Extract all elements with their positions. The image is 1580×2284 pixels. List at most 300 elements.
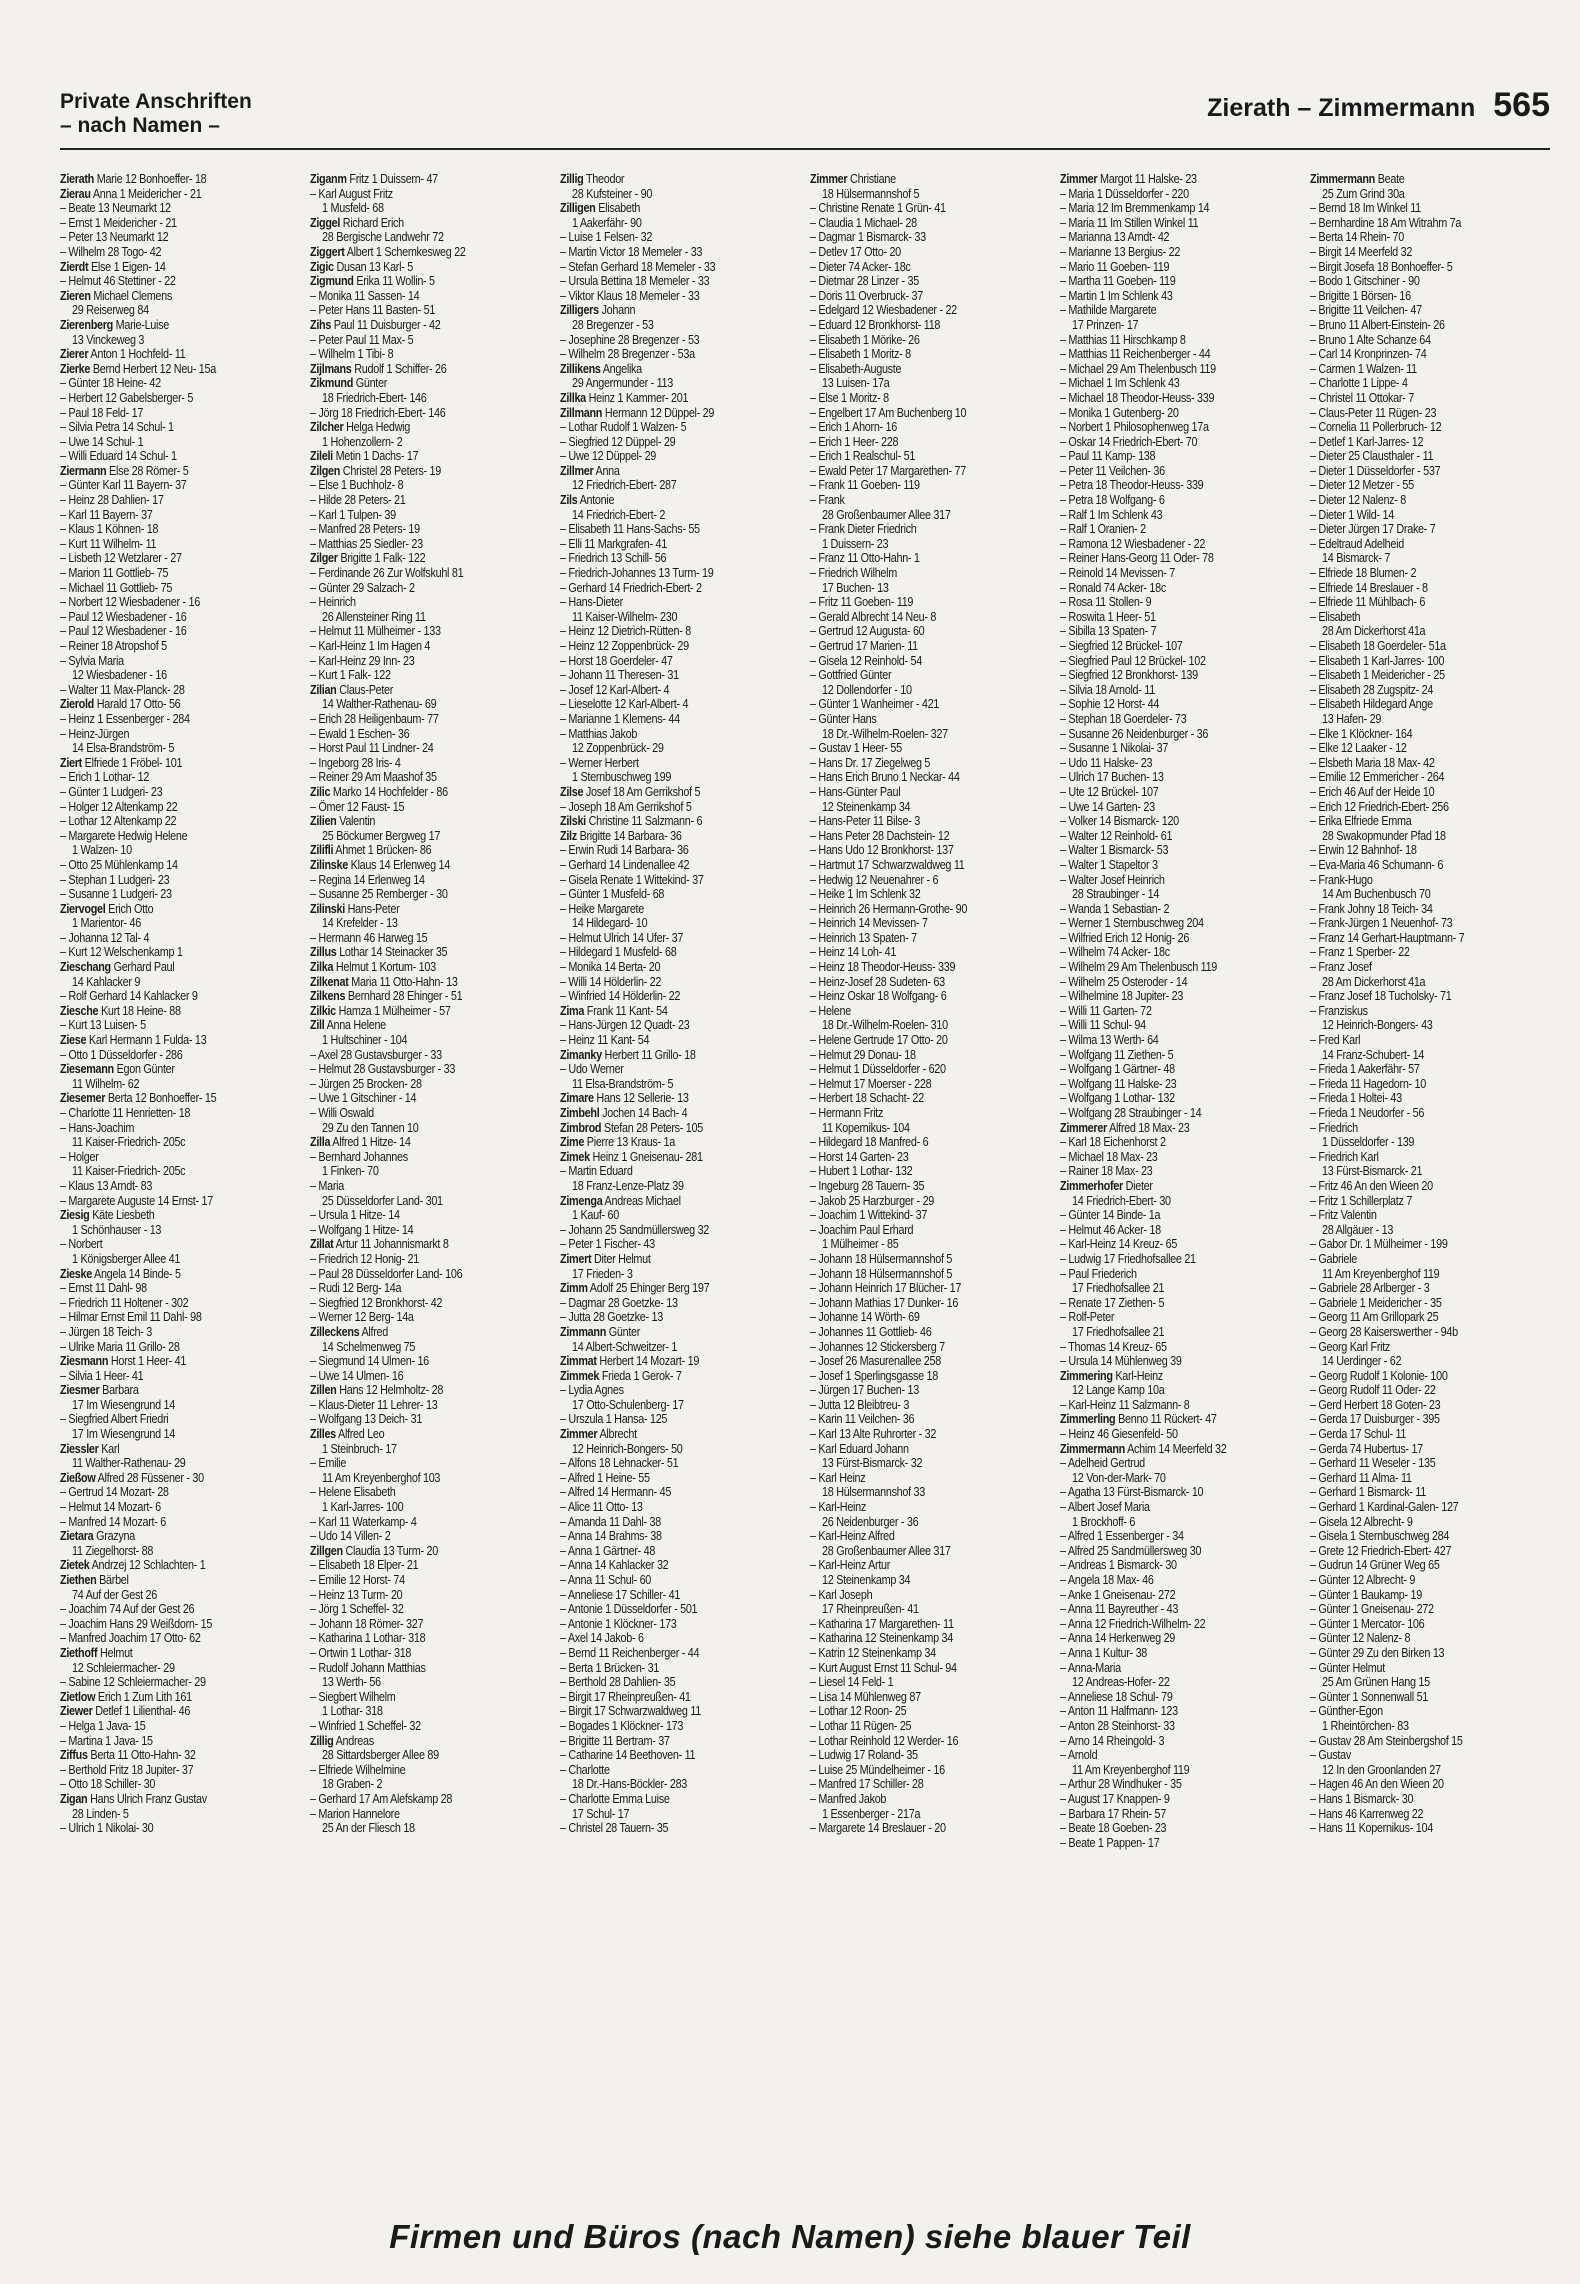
entry-text: – Fred Karl (1310, 1033, 1361, 1048)
directory-entry (560, 916, 800, 931)
entry-text: – Bernd 18 Im Winkel 11 (1310, 201, 1421, 216)
entry-text: Margot 11 Halske- 23 (1100, 172, 1197, 186)
directory-entry (310, 814, 549, 829)
entry-text: 12 Zoppenbrück- 29 (572, 741, 664, 756)
directory-entry (1310, 1223, 1550, 1238)
directory-entry (1060, 464, 1299, 479)
entry-text: – Friedrich-Johannes 13 Turm- 19 (560, 566, 714, 581)
surname: Zilien (310, 814, 337, 829)
entry-text: – Grete 12 Friedrich-Ebert- 427 (1310, 1543, 1452, 1558)
entry-text: – Horst 18 Goerdeler- 47 (560, 653, 673, 668)
entry-text: – Otto 18 Schiller- 30 (60, 1777, 156, 1792)
entry-text: – Frank 11 Goeben- 119 (810, 478, 920, 493)
directory-entry (810, 522, 1049, 537)
entry-text: 1 Walzen- 10 (72, 843, 132, 858)
directory-entry (310, 712, 549, 727)
entry-text: 1 Essenberger - 217a (822, 1806, 921, 1821)
name-range: Zierath – Zimmermann (1207, 94, 1476, 122)
directory-entry (310, 508, 549, 523)
entry-text: – Erich 1 Heer- 228 (810, 434, 899, 449)
entry-text: – Catharine 14 Beethoven- 11 (560, 1748, 696, 1763)
directory-entry (1060, 1675, 1300, 1690)
directory-entry (810, 1383, 1049, 1398)
directory-entry (60, 1340, 299, 1355)
directory-entry (60, 610, 299, 625)
entry-text: – Maria 1 Düsseldorfer - 220 (1060, 186, 1189, 201)
directory-entry (560, 960, 799, 975)
entry-text: – Paul 18 Feld- 17 (60, 405, 144, 420)
directory-entry (60, 1675, 299, 1690)
entry-text: – Elisabeth 28 Zugspitz- 24 (1310, 682, 1434, 697)
surname: Zilcher (310, 420, 344, 435)
entry-text: – Arno 14 Rheingold- 3 (1060, 1733, 1165, 1748)
entry-text: – Peter Paul 11 Max- 5 (310, 332, 414, 347)
directory-entry (810, 770, 1049, 785)
directory-entry (810, 624, 1049, 639)
entry-text: – Helga 1 Java- 15 (60, 1718, 146, 1733)
directory-entry (810, 1734, 1049, 1749)
entry-text: – Franz Josef (1310, 960, 1372, 975)
surname: Zime (560, 1135, 585, 1150)
entry-text: 11 Walther-Rathenau- 29 (72, 1456, 186, 1471)
entry-text: – Horst Paul 11 Lindner- 24 (310, 741, 434, 756)
entry-text: 12 In den Groonlanden 27 (1322, 1762, 1441, 1777)
entry-text: – Heinz 13 Turm- 20 (310, 1587, 403, 1602)
entry-text: – Bernhard Johannes (310, 1149, 408, 1164)
directory-entry (310, 697, 550, 712)
entry-text: – Otto 1 Düsseldorfer - 286 (60, 1047, 183, 1062)
directory-entry (1060, 1383, 1300, 1398)
directory-entry (1060, 1018, 1299, 1033)
entry-text: – Frieda 11 Hagedorn- 10 (1310, 1076, 1427, 1091)
directory-entry (310, 639, 549, 654)
entry-text: – Karl-Heinz 11 Salzmann- 8 (1060, 1397, 1190, 1412)
directory-entry (1310, 1237, 1549, 1252)
entry-text: Dieter (1125, 1178, 1153, 1193)
entry-text: – Karl 18 Eichenhorst 2 (1060, 1135, 1166, 1150)
directory-entry (310, 1471, 550, 1486)
entry-text: – Udo Werner (560, 1062, 624, 1077)
entry-text: – Fritz Valentin (1310, 1208, 1377, 1223)
directory-entry (1310, 1296, 1549, 1311)
directory-entry (1310, 639, 1549, 654)
directory-entry (60, 1018, 299, 1033)
entry-text: – Ramona 12 Wiesbadener - 22 (1060, 536, 1206, 551)
entry-text: – Gerhard 14 Lindenallee 42 (560, 857, 690, 872)
directory-entry (310, 1310, 549, 1325)
directory-entry (810, 1719, 1049, 1734)
entry-text: – Alfred 1 Essenberger - 34 (1060, 1529, 1184, 1544)
entry-text: – August 17 Knappen- 9 (1060, 1791, 1170, 1806)
directory-entry (60, 537, 299, 552)
entry-text: – Mathilde Margarete (1060, 303, 1157, 318)
entry-text: – Elfriede 14 Breslauer - 8 (1310, 580, 1428, 595)
entry-text: Pierre 13 Kraus- 1a (586, 1135, 675, 1150)
entry-text: – Elisabeth 1 Mörike- 26 (810, 332, 920, 347)
entry-text: – Rolf-Peter (1060, 1310, 1115, 1325)
entry-text: – Stephan 1 Ludgeri- 23 (60, 872, 170, 887)
entry-text: – Axel 14 Jakob- 6 (560, 1631, 644, 1646)
entry-text: Käte Liesbeth (92, 1208, 155, 1223)
directory-entry (1310, 1077, 1549, 1092)
directory-entry (810, 1675, 1049, 1690)
entry-text: – Gisela Renate 1 Wittekind- 37 (560, 872, 704, 887)
entry-text: – Wilhelm 74 Acker- 18c (1060, 945, 1170, 960)
directory-entry (560, 712, 799, 727)
entry-text: 28 Linden- 5 (72, 1806, 129, 1821)
directory-entry (1310, 1704, 1549, 1719)
directory-entry (60, 902, 299, 917)
surname: Zigic (310, 259, 334, 274)
entry-text: – Michael 18 Max- 23 (1060, 1149, 1158, 1164)
entry-text: – Helene Gertrude 17 Otto- 20 (810, 1033, 948, 1048)
entry-text: – Wilhelm 25 Osteroder - 14 (1060, 974, 1188, 989)
directory-entry (1060, 770, 1299, 785)
directory-entry (560, 989, 799, 1004)
entry-text: – Erich 28 Heiligenbaum- 77 (310, 711, 439, 726)
directory-entry (1060, 1106, 1299, 1121)
entry-text: Günter (355, 376, 388, 391)
directory-entry (60, 274, 299, 289)
entry-text: – Elke 1 Klöckner- 164 (1310, 726, 1413, 741)
entry-text: – Winfried 14 Hölderlin- 22 (560, 989, 681, 1004)
directory-entry (1060, 697, 1299, 712)
entry-text: – Heinz 14 Loh- 41 (810, 945, 897, 960)
entry-text: – Peter 11 Veilchen- 36 (1060, 463, 1165, 478)
entry-text: – Bogades 1 Klöckner- 173 (560, 1718, 684, 1733)
entry-text: – Gerhard 11 Weseler - 135 (1310, 1456, 1436, 1471)
directory-entry (560, 1281, 799, 1296)
entry-text: – Michael 11 Gottlieb- 75 (60, 580, 173, 595)
entry-text: – Charlotte Emma Luise (560, 1791, 670, 1806)
page-header (60, 86, 1550, 152)
surname: Zigmund (310, 274, 354, 289)
entry-text: – Agatha 13 Fürst-Bismarck- 10 (1060, 1485, 1204, 1500)
directory-entry (60, 449, 299, 464)
directory-entry (1060, 274, 1299, 289)
entry-text: – Karl 11 Waterkamp- 4 (310, 1514, 417, 1529)
entry-text: 17 Friedhofsallee 21 (1072, 1281, 1165, 1296)
entry-text: – Anna 14 Brahms- 38 (560, 1529, 662, 1544)
directory-entry (810, 1033, 1049, 1048)
entry-text: – Friedrich 11 Holtener - 302 (60, 1295, 189, 1310)
directory-entry (1060, 1719, 1299, 1734)
entry-text: – Norbert (60, 1237, 103, 1252)
entry-text: – Frank (810, 493, 845, 508)
surname: Ziert (60, 755, 82, 770)
entry-text: 18 Graben- 2 (322, 1777, 383, 1792)
directory-entry (310, 1091, 549, 1106)
surname: Zierenberg (60, 317, 113, 332)
entry-text: 17 Rheinpreußen- 41 (822, 1602, 919, 1617)
entry-text: Metin 1 Dachs- 17 (335, 449, 419, 464)
entry-text: – Siegbert Wilhelm (310, 1689, 396, 1704)
directory-entry (60, 230, 299, 245)
surname: Ziethoff (60, 1645, 98, 1660)
directory-entry (810, 464, 1049, 479)
directory-column (560, 172, 800, 2192)
surname: Zimmat (560, 1354, 597, 1369)
entry-text: 11 Kaiser-Friedrich- 205c (72, 1135, 186, 1150)
entry-text: – Helmut 17 Moerser - 228 (810, 1076, 932, 1091)
directory-entry (560, 1004, 799, 1019)
surname: Zietek (60, 1558, 90, 1573)
directory-entry (1310, 508, 1549, 523)
entry-text: – Karl-Heinz Alfred (810, 1529, 895, 1544)
directory-entry (560, 1106, 799, 1121)
surname: Zimmer (810, 172, 848, 186)
entry-text: – Ewald Peter 17 Margarethen- 77 (810, 463, 966, 478)
entry-text: – Rosa 11 Stollen- 9 (1060, 595, 1152, 610)
directory-entry (60, 216, 299, 231)
directory-entry (1310, 245, 1549, 260)
directory-entry (560, 1471, 799, 1486)
directory-entry (310, 843, 549, 858)
entry-text: – Beate 13 Neumarkt 12 (60, 201, 171, 216)
entry-text: 13 Fürst-Bismarck- 32 (822, 1456, 923, 1471)
surname: Zimmann (560, 1324, 607, 1339)
directory-entry (60, 785, 299, 800)
directory-entry (310, 289, 549, 304)
entry-text: – Engelbert 17 Am Buchenberg 10 (810, 405, 967, 420)
entry-text: – Dieter 12 Nalenz- 8 (1310, 493, 1407, 508)
entry-text: – Hans 46 Karrenweg 22 (1310, 1806, 1424, 1821)
entry-text: – Berta 14 Rhein- 70 (1310, 230, 1404, 245)
surname: Zierer (60, 347, 89, 362)
directory-entry (1060, 1602, 1299, 1617)
entry-text: – Helmut Ulrich 14 Ufer- 37 (560, 930, 684, 945)
directory-entry (60, 1471, 299, 1486)
entry-text: – Amanda 11 Dahl- 38 (560, 1514, 661, 1529)
directory-entry (1060, 362, 1299, 377)
directory-entry (1060, 1091, 1299, 1106)
entry-text: Fritz 1 Duissern- 47 (349, 172, 438, 186)
entry-text: – Bernhardine 18 Am Witrahm 7a (1310, 215, 1462, 230)
entry-text: Angelika (602, 361, 642, 376)
directory-entry (1060, 1558, 1299, 1573)
entry-text: – Wolfgang 1 Hitze- 14 (310, 1222, 414, 1237)
directory-entry (60, 391, 299, 406)
entry-text: – Ronald 74 Acker- 18c (1060, 580, 1166, 595)
entry-text: – Sabine 12 Schleiermacher- 29 (60, 1675, 206, 1690)
directory-entry (810, 318, 1049, 333)
directory-entry (560, 347, 799, 362)
directory-entry (1310, 595, 1549, 610)
entry-text: – Hans Udo 12 Bronkhorst- 137 (810, 843, 954, 858)
entry-text: – Siegfried 12 Düppel- 29 (560, 434, 676, 449)
directory-entry (560, 537, 799, 552)
entry-text: – Walter 11 Max-Planck- 28 (60, 682, 185, 697)
directory-entry (560, 1734, 799, 1749)
entry-text: – Gabriele (1310, 1251, 1357, 1266)
entry-text: – Hermann 46 Harweg 15 (310, 930, 428, 945)
entry-text: – Günter 12 Nalenz- 8 (1310, 1631, 1411, 1646)
directory-entry (560, 654, 799, 669)
entry-text: – Siegfried 12 Bronkhorst- 42 (310, 1295, 443, 1310)
entry-text: 1 Duissern- 23 (822, 536, 889, 551)
surname: Zilla (310, 1135, 331, 1150)
entry-text: – Ernst 1 Meidericher - 21 (60, 215, 177, 230)
entry-text: – Renate 17 Ziethen- 5 (1060, 1295, 1165, 1310)
directory-entry (560, 1777, 800, 1792)
entry-text: – Fritz 46 An den Wieen 20 (1310, 1178, 1433, 1193)
directory-entry (560, 376, 800, 391)
directory-entry (560, 581, 799, 596)
entry-text: – Gerda 17 Duisburger - 395 (1310, 1412, 1440, 1427)
surname: Zierau (60, 186, 91, 201)
directory-entry (1060, 216, 1299, 231)
entry-text: – Karl-Heinz 29 Inn- 23 (310, 653, 415, 668)
entry-text: – Hans-Jürgen 12 Quadt- 23 (560, 1018, 690, 1033)
directory-entry (560, 1223, 799, 1238)
entry-text: – Christine Renate 1 Grün- 41 (810, 201, 946, 216)
footer-note: Firmen und Büros (nach Namen) siehe blauer Teil (389, 2218, 1191, 2255)
directory-entry (1310, 1179, 1549, 1194)
entry-text: – Hans 11 Kopernikus- 104 (1310, 1821, 1433, 1836)
directory-entry (60, 508, 299, 523)
entry-text: – Eva-Maria 46 Schumann- 6 (1310, 857, 1444, 872)
directory-entry (1060, 1442, 1299, 1457)
directory-entry (560, 902, 799, 917)
entry-text: – Josephine 28 Bregenzer - 53 (560, 332, 700, 347)
entry-text: – Dieter 25 Clausthaler - 11 (1310, 449, 1434, 464)
directory-entry (560, 610, 800, 625)
directory-entry (310, 1223, 549, 1238)
entry-text: – Anneliese 17 Schiller- 41 (560, 1587, 681, 1602)
directory-entry (810, 945, 1049, 960)
directory-entry (60, 756, 299, 771)
entry-text: – Birgit 17 Rheinpreußen- 41 (560, 1689, 691, 1704)
directory-entry (560, 1354, 799, 1369)
directory-entry (60, 1354, 299, 1369)
entry-text: – Elfriede 18 Blumen- 2 (1310, 566, 1417, 581)
entry-text: 18 Dr.-Wilhelm-Roelen- 327 (822, 726, 948, 741)
directory-entry (560, 362, 799, 377)
directory-entry (1310, 362, 1549, 377)
directory-entry (60, 639, 299, 654)
directory-entry (1060, 1208, 1299, 1223)
entry-text: Theodor (585, 172, 625, 186)
entry-text: Karl-Heinz (1115, 1368, 1163, 1383)
entry-text: – Günter 14 Binde- 1a (1060, 1208, 1161, 1223)
directory-entry (560, 697, 799, 712)
directory-entry (1060, 1237, 1299, 1252)
directory-entry (560, 1164, 799, 1179)
entry-text: – Barbara 17 Rhein- 57 (1060, 1806, 1166, 1821)
directory-entry (1060, 1121, 1299, 1136)
entry-text: 14 Hildegard- 10 (572, 916, 648, 931)
directory-entry (1060, 1412, 1299, 1427)
entry-text: – Matthias 25 Siedler- 23 (310, 536, 423, 551)
directory-entry (1310, 1515, 1549, 1530)
directory-entry (310, 1194, 550, 1209)
entry-text: – Gerhard 17 Am Alefskamp 28 (310, 1791, 453, 1806)
directory-entry (60, 595, 299, 610)
entry-text: – Karl 13 Alte Ruhrorter - 32 (810, 1427, 937, 1442)
entry-text: – Reinold 14 Mevissen- 7 (1060, 566, 1175, 581)
directory-entry (1310, 1150, 1549, 1165)
entry-text: Antonie (579, 493, 615, 508)
entry-text: – Siegfried 12 Bronkhorst- 139 (1060, 668, 1198, 683)
surname: Zihs (310, 317, 332, 332)
directory-entry (60, 800, 299, 815)
entry-text: – Gabriele 1 Meidericher - 35 (1310, 1295, 1442, 1310)
entry-text: Richard Erich (342, 215, 404, 230)
entry-text: – Paul 11 Kamp- 138 (1060, 449, 1156, 464)
entry-text: 28 Sittardsberger Allee 89 (322, 1748, 439, 1763)
directory-entry (810, 1777, 1049, 1792)
directory-entry (810, 478, 1049, 493)
entry-text: – Alfred 14 Hermann- 45 (560, 1485, 672, 1500)
directory-entry (1310, 624, 1550, 639)
directory-entry (1060, 1485, 1299, 1500)
entry-text: – Günter 1 Sonnenwall 51 (1310, 1689, 1429, 1704)
entry-text: 14 Walther-Rathenau- 69 (322, 697, 437, 712)
entry-text: – Jakob 25 Harzburger - 29 (810, 1193, 935, 1208)
entry-text: 11 Wilhelm- 62 (72, 1076, 140, 1091)
entry-text: – Jutta 12 Bleibtreu- 3 (810, 1397, 910, 1412)
directory-entry (310, 683, 549, 698)
directory-entry (1310, 931, 1549, 946)
directory-entry (1310, 1763, 1550, 1778)
directory-entry (310, 1456, 549, 1471)
directory-entry (560, 1442, 800, 1457)
directory-entry (560, 975, 799, 990)
directory-entry (310, 624, 549, 639)
directory-entry (60, 478, 299, 493)
directory-entry (810, 260, 1049, 275)
entry-text: – Günter 1 Mercator- 106 (1310, 1616, 1425, 1631)
directory-entry (1060, 610, 1299, 625)
entry-text: 17 Schul- 17 (572, 1806, 630, 1821)
entry-text: 1 Kauf- 60 (572, 1208, 620, 1223)
directory-entry (310, 1661, 549, 1676)
directory-entry (60, 1442, 299, 1457)
directory-entry (810, 727, 1050, 742)
entry-text: – Katharina 17 Margarethen- 11 (810, 1616, 954, 1631)
surname: Zijlmans (310, 361, 352, 376)
directory-entry (810, 697, 1049, 712)
entry-text: – Anneliese 18 Schul- 79 (1060, 1689, 1173, 1704)
directory-entry (810, 960, 1049, 975)
directory-entry (810, 1690, 1049, 1705)
directory-entry (310, 1369, 549, 1384)
directory-entry (810, 843, 1049, 858)
directory-entry (560, 274, 799, 289)
entry-text: – Franz 11 Otto-Hahn- 1 (810, 551, 920, 566)
entry-text: 12 Schleiermacher- 29 (72, 1660, 175, 1675)
entry-text: Albert 1 Schemkesweg 22 (346, 244, 466, 259)
entry-text: – Wilma 13 Werth- 64 (1060, 1033, 1159, 1048)
entry-text: 12 Wiesbadener - 16 (72, 668, 167, 683)
surname: Zilinski (310, 901, 345, 916)
entry-text: – Brigitte 11 Veilchen- 47 (1310, 303, 1422, 318)
directory-entry (1060, 654, 1299, 669)
entry-text: – Walter 1 Stapeltor 3 (1060, 857, 1158, 872)
entry-text: – Martina 1 Java- 15 (60, 1733, 153, 1748)
directory-entry (560, 1485, 799, 1500)
entry-text: Brigitte 1 Falk- 122 (340, 551, 426, 566)
entry-text: – Karl-Heinz (810, 1500, 866, 1515)
directory-entry (310, 1077, 549, 1092)
directory-entry (310, 172, 549, 187)
entry-text: – Holger (60, 1149, 99, 1164)
directory-entry (1060, 814, 1299, 829)
entry-text: – Alfons 18 Lehnacker- 51 (560, 1456, 679, 1471)
entry-text: – Helene Elisabeth (310, 1485, 396, 1500)
directory-entry (310, 931, 549, 946)
surname: Zillen (310, 1383, 337, 1398)
